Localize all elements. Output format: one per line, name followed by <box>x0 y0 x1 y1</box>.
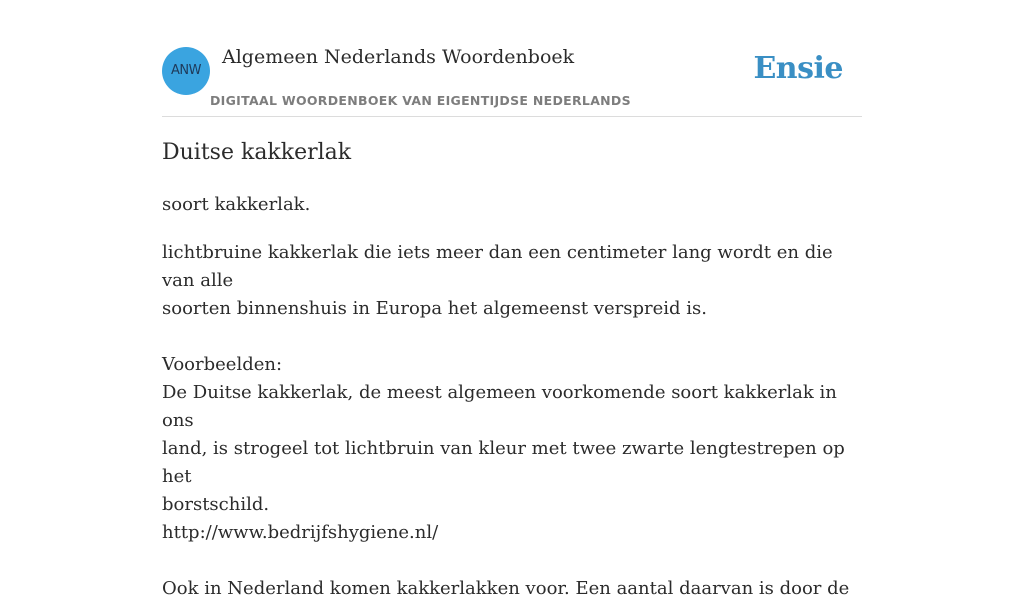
entry-body <box>162 239 862 603</box>
page <box>162 0 862 599</box>
paragraph-gap <box>162 547 862 575</box>
ensie-brand-logo[interactable]: Ensie <box>753 51 843 86</box>
examples-label: Voorbeelden: <box>162 354 283 375</box>
entry-headword: Duitse kakkerlak <box>162 140 352 165</box>
example-line: Ook in Nederland komen kakkerlakken voor. Een aantal daarvan is door de <box>162 578 850 599</box>
example-line: borstschild. <box>162 494 270 515</box>
short-definition: soort kakkerlak. <box>162 194 311 215</box>
site-title[interactable]: Algemeen Nederlands Woordenboek <box>222 46 575 68</box>
example-line: De Duitse kakkerlak, de meest algemeen voorkomende soort kakkerlak in ons <box>162 382 837 431</box>
site-subtitle: DIGITAAL WOORDENBOEK VAN EIGENTIJDSE NEDERLANDS <box>210 93 631 108</box>
site-header <box>162 0 862 117</box>
example-source: http://www.bedrijfshygiene.nl/ <box>162 522 439 543</box>
example-line: land, is strogeel tot lichtbruin van kleur met twee zwarte lengtestrepen op het <box>162 438 845 487</box>
paragraph-gap <box>162 323 862 351</box>
anw-logo[interactable]: ANW <box>162 47 210 95</box>
definition-line: soorten binnenshuis in Europa het algemeenst verspreid is. <box>162 298 707 319</box>
definition-line: lichtbruine kakkerlak die iets meer dan een centimeter lang wordt en die van alle <box>162 242 833 291</box>
